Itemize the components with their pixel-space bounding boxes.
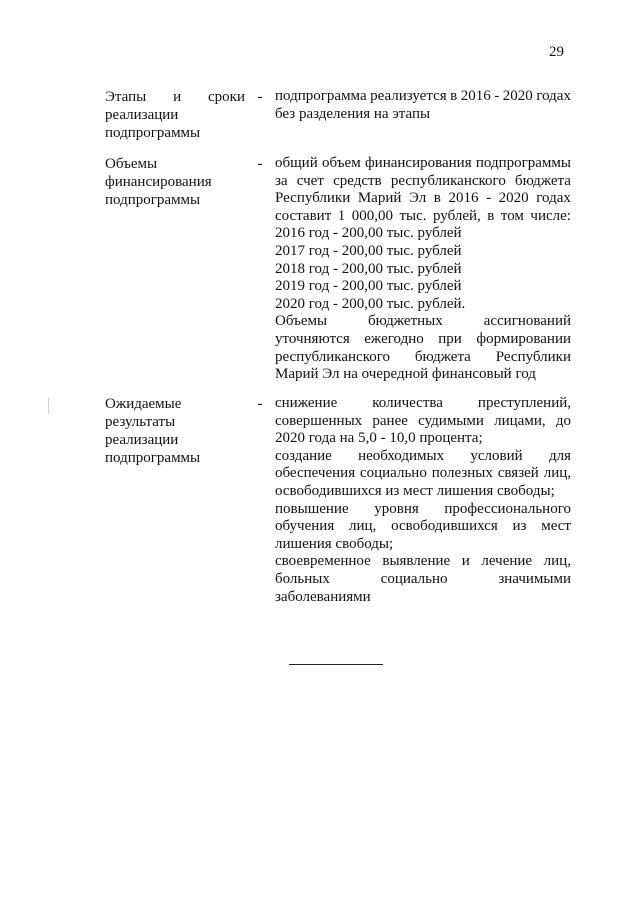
content-line: 2020 год - 200,00 тыс. рублей.	[275, 295, 466, 312]
content-line: лишения свободы;	[275, 535, 394, 552]
row-content	[275, 88, 571, 142]
content-line: 2016 год - 200,00 тыс. рублей	[275, 225, 462, 242]
content-line	[275, 448, 571, 466]
label-line: Ожидаемые	[105, 396, 182, 412]
content-word: числе:	[530, 207, 571, 224]
content-word: больных	[275, 570, 330, 587]
content-line	[275, 313, 571, 331]
content-word: обучения	[275, 518, 335, 535]
content-word: уточняются	[275, 330, 350, 347]
content-line	[275, 155, 571, 173]
label-word: и	[173, 89, 182, 105]
content-word: годах	[536, 190, 571, 207]
content-line	[275, 208, 571, 226]
label-line: подпрограммы	[105, 450, 201, 466]
content-word: необходимых	[358, 447, 445, 464]
row-expected-results	[105, 395, 571, 606]
content-word: ассигнований	[483, 313, 571, 330]
content-line	[275, 173, 571, 191]
content-word: 2020	[502, 88, 533, 104]
content-word: Марий	[357, 190, 402, 207]
content-word: рублей,	[432, 207, 481, 224]
content-word: Республики	[275, 190, 351, 207]
row-dash: -	[257, 89, 263, 105]
content-word: создание	[275, 447, 332, 464]
content-line	[275, 190, 571, 208]
content-word: полезных	[431, 465, 493, 482]
content-word: для	[548, 447, 571, 464]
content-word: в	[450, 88, 458, 104]
row-content	[275, 155, 571, 384]
content-line: 2017 год - 200,00 тыс. рублей	[275, 242, 462, 259]
content-word: профессионального	[444, 500, 571, 517]
content-word: связей	[497, 465, 539, 482]
content-word: средств	[333, 172, 382, 189]
content-word: подпрограммы	[475, 155, 571, 171]
content-word: уровня	[374, 500, 419, 517]
content-word: Республики	[495, 348, 571, 365]
content-word: освободившихся	[391, 518, 498, 535]
content-word: бюджета	[515, 172, 571, 189]
content-word: снижение	[275, 395, 338, 411]
content-line	[275, 413, 571, 431]
row-label	[105, 88, 245, 142]
content-word: обеспечения	[275, 465, 356, 482]
content-word: -	[494, 88, 500, 104]
page-number: 29	[549, 44, 564, 60]
content-word: реализуется	[370, 88, 447, 104]
content-word: лиц,	[543, 553, 571, 570]
content-word: составит	[275, 207, 332, 224]
content-line: 2019 год - 200,00 тыс. рублей	[275, 278, 462, 295]
content-line	[275, 501, 571, 519]
content-word: в	[487, 207, 495, 224]
content-word: и	[461, 553, 470, 570]
label-line: подпрограммы	[105, 125, 201, 141]
content-word: лиц,	[543, 465, 571, 482]
label-line	[105, 88, 245, 106]
content-word: счет	[296, 172, 324, 189]
content-line	[275, 88, 571, 106]
content-line: 2020 года на 5,0 - 10,0 процента;	[275, 430, 483, 447]
content-word: 2016	[460, 88, 491, 104]
content-word: своевременное	[275, 553, 371, 570]
content-word: 000,00	[351, 207, 393, 224]
content-word: лечение	[481, 553, 533, 570]
content-line	[275, 395, 571, 413]
content-word: общий	[275, 155, 318, 171]
content-word: социально	[359, 465, 427, 482]
content-word: республиканского	[275, 348, 390, 365]
row-dash: -	[257, 156, 263, 172]
content-word: в	[433, 190, 441, 207]
content-line: Марий Эл на очередной финансовый год	[275, 366, 536, 383]
content-word: условий	[470, 447, 523, 464]
label-word: сроки	[208, 89, 245, 105]
content-word: тыс.	[399, 207, 427, 224]
content-line	[275, 571, 571, 589]
content-word: судимыми	[418, 412, 484, 429]
content-word: совершенных	[275, 412, 363, 429]
content-word: социально	[380, 570, 448, 587]
content-word: преступлений,	[477, 395, 571, 411]
content-word: подпрограмма	[275, 88, 367, 104]
content-word: повышение	[275, 500, 349, 517]
content-word: 1	[337, 207, 346, 224]
label-line: финансирования	[105, 174, 212, 190]
content-word: 2016	[448, 190, 479, 207]
content-word: бюджетных	[368, 313, 443, 330]
content-word: бюджета	[414, 348, 471, 365]
row-stages	[105, 88, 571, 142]
content-line	[275, 518, 571, 536]
content-word: значимыми	[498, 570, 571, 587]
footer-rule	[289, 664, 383, 665]
content-word: лицами,	[494, 412, 546, 429]
content-word: количества	[372, 395, 443, 411]
content-word: ранее	[372, 412, 408, 429]
row-label	[105, 395, 245, 606]
label-line: реализации	[105, 432, 179, 448]
content-line: без разделения на этапы	[275, 105, 431, 122]
label-line: реализации	[105, 107, 179, 123]
content-word: -	[486, 190, 492, 207]
content-line	[275, 553, 571, 571]
label-line: подпрограммы	[105, 192, 201, 208]
content-word: из	[512, 518, 527, 535]
content-word: том	[500, 207, 524, 224]
content-word: формировании	[476, 330, 571, 347]
label-line: результаты	[105, 414, 176, 430]
row-content	[275, 395, 571, 606]
content-line	[275, 331, 571, 349]
content-word: Эл	[409, 190, 427, 207]
content-word: выявление	[382, 553, 451, 570]
content-line: освободившихся из мест лишения свободы;	[275, 482, 555, 499]
margin-mark	[48, 398, 49, 414]
content-line	[275, 349, 571, 367]
content-word: лиц,	[349, 518, 377, 535]
content-word: финансирования	[364, 155, 472, 171]
content-word: мест	[541, 518, 571, 535]
content-word: до	[555, 412, 571, 429]
content-word: Объемы	[275, 313, 328, 330]
label-line: Объемы	[105, 156, 158, 172]
content-word: республиканского	[390, 172, 506, 189]
row-funding	[105, 155, 571, 384]
content-line: заболеваниями	[275, 588, 371, 605]
label-word: Этапы	[105, 89, 147, 105]
content-word: 2020	[498, 190, 529, 207]
content-word: ежегодно	[364, 330, 424, 347]
content-word: при	[438, 330, 462, 347]
content-word: объем	[322, 155, 361, 171]
content-word: годах	[536, 88, 571, 104]
content-line: 2018 год - 200,00 тыс. рублей	[275, 260, 462, 277]
row-label	[105, 155, 245, 384]
content-word: за	[275, 172, 288, 189]
row-dash: -	[257, 396, 263, 412]
content-line	[275, 465, 571, 483]
